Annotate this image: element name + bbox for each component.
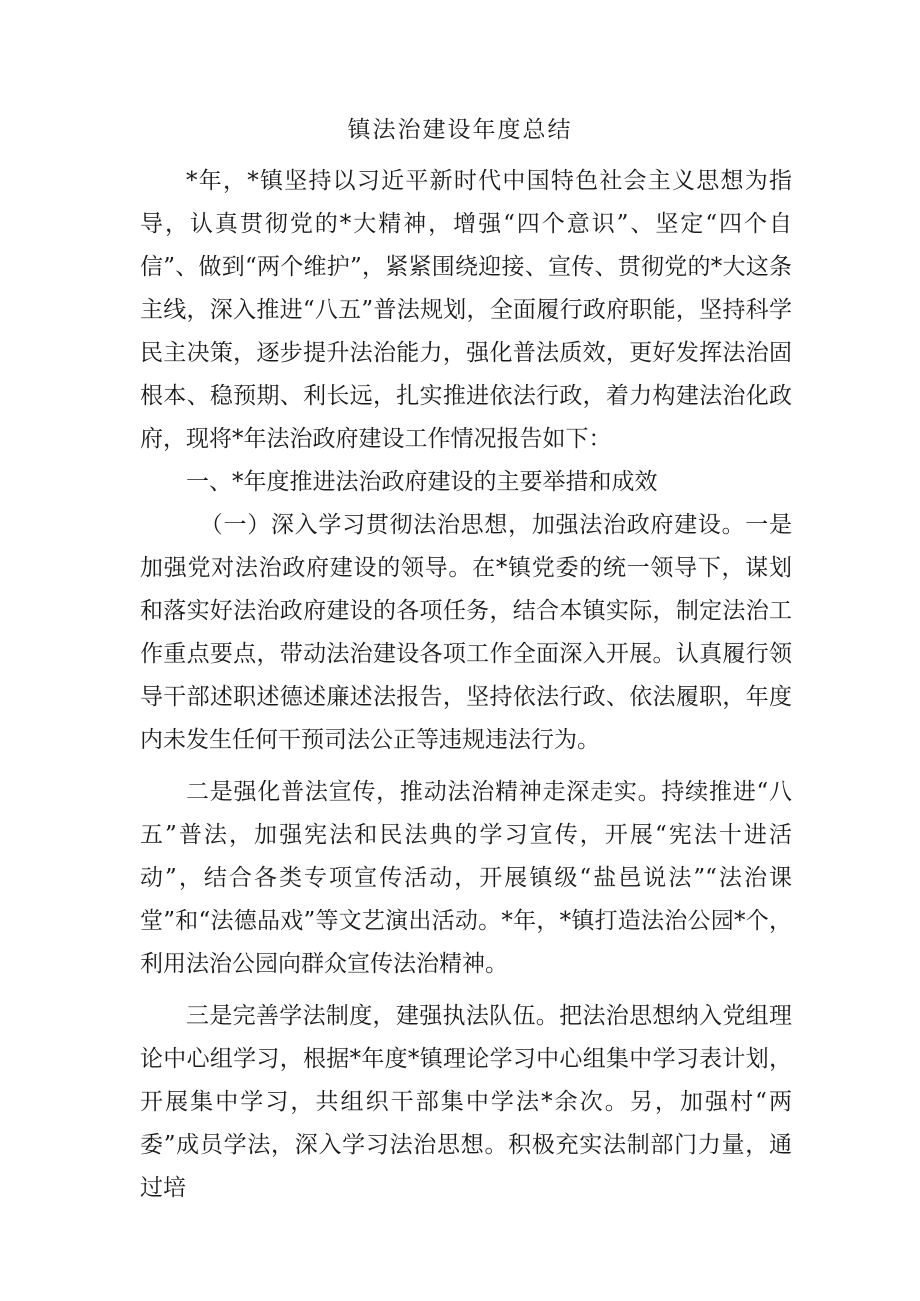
paragraph-point-3: 三是完善学法制度，建强执法队伍。把法治思想纳入党组理论中心组学习，根据*年度*镇理论学习中心组集中学习表计划，开展集中学习，共组织干部集中学法*余次。另，加强村“两委”成员学法，深入学习法治思想。积极充实法制部门力量，通过培 xyxy=(140,1003,792,1201)
paragraph-point-2: 二是强化普法宣传，推动法治精神走深走实。持续推进“八五”普法，加强宪法和民法典的学习宣传，开展“宪法十进活动”，结合各类专项宣传活动，开展镇级“盐邑说法”“法治课堂”和“法德品戏”等文艺演出活动。*年，*镇打造法治公园*个，利用法治公园向群众宣传法治精神。 xyxy=(140,779,792,977)
document-body xyxy=(140,160,792,1210)
document-title: 镇法治建设年度总结 xyxy=(347,117,573,143)
section-heading-1: 一、*年度推进法治政府建设的主要举措和成效 xyxy=(186,469,658,495)
paragraph-section-1-1: （一）深入学习贯彻法治思想，加强法治政府建设。一是加强党对法治政府建设的领导。在*镇党委的统一领导下，谋划和落实好法治政府建设的各项任务，结合本镇实际，制定法治工作重点要点，带动法治建设各项工作全面深入开展。认真履行领导干部述职述德述廉述法报告，坚持依法行政、依法履职，年度内未发生任何干预司法公正等违规违法行为。 xyxy=(140,512,792,753)
paragraph-intro: *年，*镇坚持以习近平新时代中国特色社会主义思想为指导，认真贯彻党的*大精神，增强“四个意识”、坚定“四个自信”、做到“两个维护”，紧紧围绕迎接、宣传、贯彻党的*大这条主线，深入推进“八五”普法规划，全面履行政府职能，坚持科学民主决策，逐步提升法治能力，强化普法质效，更好发挥法治固根本、稳预期、利长远，扎实推进依法行政，着力构建法治化政府，现将*年法治政府建设工作情况报告如下： xyxy=(140,168,792,452)
